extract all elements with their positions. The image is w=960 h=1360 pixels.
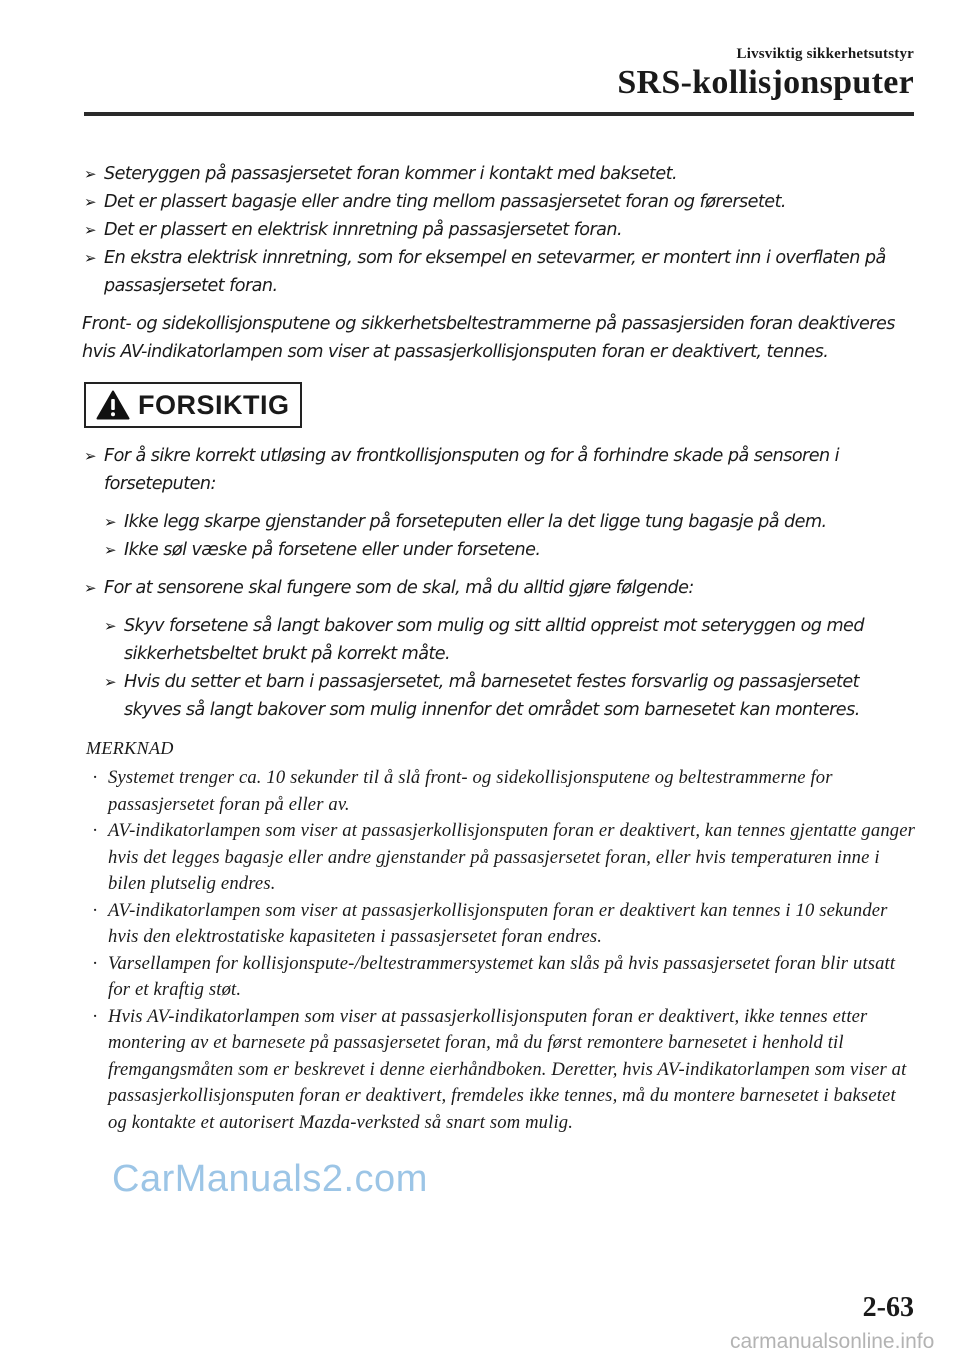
watermark-url: carmanualsonline.info — [730, 1330, 935, 1353]
dot-bullet-icon: · — [92, 952, 99, 974]
chapter-title: SRS-kollisjonsputer — [617, 64, 914, 101]
triangle-bullet-icon: ➢ — [104, 673, 117, 691]
dot-bullet-icon: · — [92, 899, 99, 921]
section-title: Livsviktig sikkerhetsutstyr — [736, 46, 914, 62]
triangle-bullet-icon: ➢ — [84, 221, 97, 239]
note-list — [82, 765, 916, 1136]
note-item: · AV-indikatorlampen som viser at passasjerkollisjonsputen foran er deaktivert kan tennes i 10 sekunder hvis den elektrostatiske kapasiteten i passasjersetet foran endres. — [92, 899, 888, 947]
caution-subitems — [102, 508, 916, 564]
dot-bullet-icon: · — [92, 767, 99, 788]
dot-bullet-icon: · — [92, 1005, 99, 1027]
triangle-bullet-icon: ➢ — [84, 249, 97, 267]
triangle-bullet-icon: ➢ — [84, 193, 97, 211]
warning-triangle-icon — [96, 390, 130, 420]
triangle-bullet-icon: ➢ — [104, 513, 117, 531]
watermark: CarManuals2.com — [112, 1158, 428, 1200]
page-header — [84, 40, 914, 116]
triangle-bullet-icon: ➢ — [84, 579, 97, 597]
caution-subitem: ➢ Ikke legg skarpe gjenstander på forseteputen eller la det ligge tung bagasje på dem. — [102, 508, 916, 536]
note-title: MERKNAD — [86, 738, 174, 758]
caution-subitem: ➢ Ikke søl væske på forsetene eller under forsetene. — [102, 536, 916, 564]
caution-item: ➢ For å sikre korrekt utløsing av frontkollisjonsputen og for å forhindre skade på sensoren i forseteputen: — [82, 442, 916, 498]
page-content — [82, 160, 916, 1136]
caution-subitem: ➢ Hvis du setter et barn i passasjersetet, må barnesetet festes forsvarlig og passasjersetet skyves så langt bakover som mulig innenfor det området som barnesetet kan monteres. — [102, 668, 916, 724]
caution-item: ➢ For at sensorene skal fungere som de skal, må du alltid gjøre følgende: — [82, 574, 916, 602]
caution-subitem: ➢ Skyv forsetene så langt bakover som mulig og sitt alltid oppreist mot seteryggen og med sikkerhetsbeltet brukt på korrekt måte. — [102, 612, 916, 668]
triangle-bullet-icon: ➢ — [84, 165, 97, 183]
list-item: ➢ Seteryggen på passasjersetet foran kommer i kontakt med baksetet. — [82, 160, 916, 188]
triangle-bullet-icon: ➢ — [104, 541, 117, 559]
note-item: · Systemet trenger ca. 10 sekunder til å slå front- og sidekollisjonsputene og beltestrammerne for passasjersetet foran på eller av. — [92, 767, 833, 815]
caution-subitems — [102, 612, 916, 724]
note-item: · Hvis AV-indikatorlampen som viser at passasjerkollisjonsputen foran er deaktivert, ikke tennes etter montering av et barnesete på passasjersetet foran, må du først remontere barnesetet i henhold til fremgangsmåten som er beskrevet i denne eierhåndboken. Deretter, hvis AV-indikatorlampen som viser at passasjerkollisjonsputen foran er deaktivert, fremdeles ikke tennes, må du montere barnesetet i baksetet og kontakte et autorisert Mazda-verksted så snart som mulig. — [92, 1005, 907, 1133]
list-item: ➢ Det er plassert bagasje eller andre ting mellom passasjersetet foran og førersetet. — [82, 188, 916, 216]
caution-label: FORSIKTIG — [138, 389, 290, 420]
conditions-list — [82, 160, 916, 300]
list-item: ➢ Det er plassert en elektrisk innretning på passasjersetet foran. — [82, 216, 916, 244]
triangle-bullet-icon: ➢ — [104, 617, 117, 635]
list-item: ➢ En ekstra elektrisk innretning, som for eksempel en setevarmer, er montert inn i overflaten på passasjersetet foran. — [82, 244, 916, 300]
dot-bullet-icon: · — [92, 820, 99, 841]
caution-banner — [84, 382, 302, 428]
note-item: · AV-indikatorlampen som viser at passasjerkollisjonsputen foran er deaktivert, kan tennes gjentatte ganger hvis det legges bagasje eller andre gjenstander på passasjersetet foran, eller hvis temperaturen inne i bilen plutselig endres. — [92, 820, 916, 894]
triangle-bullet-icon: ➢ — [84, 447, 97, 465]
caution-list — [82, 442, 916, 724]
note-item: · Varsellampen for kollisjonspute-/beltestrammersystemet kan slås på hvis passasjersetet foran blir utsatt for et kraftig støt. — [92, 952, 896, 1000]
page-number: 2-63 — [862, 1292, 914, 1323]
intro-paragraph: Front- og sidekollisjonsputene og sikkerhetsbeltestrammerne på passasjersiden foran deaktiveres hvis AV-indikatorlampen som viser at passasjerkollisjonsputen foran er deaktivert, tennes. — [82, 314, 895, 362]
